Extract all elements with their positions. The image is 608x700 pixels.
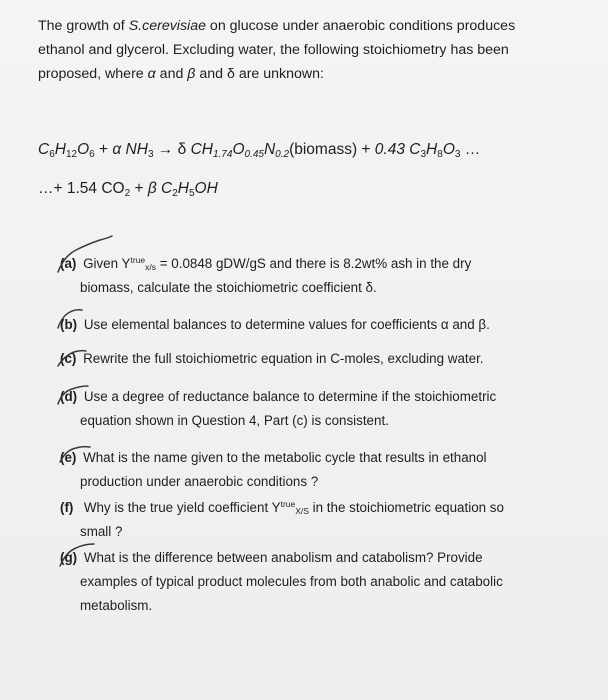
eq-subscript: 5 [188, 188, 195, 199]
eq-term: C [409, 141, 421, 158]
question-d [60, 385, 540, 433]
intro-text: and [195, 66, 227, 82]
eq-term: O [442, 141, 455, 158]
delta-symbol: δ [177, 141, 187, 158]
question-text: biomass, calculate the stoichiometric coefficient δ. [80, 280, 377, 295]
eq-term: C [38, 141, 50, 158]
question-text: What is the difference between anabolism and catabolism? Provide [80, 550, 483, 565]
eq-subscript: 3 [420, 149, 427, 160]
question-text: Use elemental balances to determine values for coefficients α and β. [80, 317, 490, 332]
question-text: Given Y [79, 256, 131, 271]
eq-term: NH [121, 141, 148, 158]
delta-symbol: δ [226, 66, 235, 82]
intro-text: are unknown: [234, 66, 324, 82]
question-text: production under anaerobic conditions ? [80, 474, 319, 489]
beta-symbol: β [187, 66, 196, 82]
alpha-symbol: α [112, 141, 122, 158]
question-text: What is the name given to the metabolic cycle that results in ethanol [79, 450, 487, 465]
eq-subscript: 12 [65, 149, 78, 160]
eq-subscript: 3 [147, 149, 154, 160]
yield-subscript: X/S [295, 506, 309, 516]
question-f [60, 496, 540, 544]
question-g [60, 546, 540, 618]
question-text: equation shown in Question 4, Part (c) is consistent. [80, 413, 389, 428]
yield-superscript: true [280, 499, 296, 509]
question-label: (f) [60, 500, 74, 515]
question-label: (d) [60, 389, 78, 404]
eq-subscript: 1.74 [212, 149, 233, 160]
question-b [60, 313, 540, 337]
question-text: = 0.0848 gDW/gS and there is 8.2wt% ash in the dry [156, 256, 472, 271]
eq-term: (biomass) + [289, 141, 375, 158]
intro-text: and [155, 66, 188, 82]
eq-term: C [156, 180, 173, 197]
eq-subscript: 2 [124, 188, 131, 199]
intro-text: The growth of [38, 18, 129, 34]
question-text: in the stoichiometric equation so [308, 500, 504, 515]
reaction-arrow: → [153, 141, 178, 158]
question-a [60, 252, 540, 300]
eq-operator: + [130, 180, 148, 197]
question-text: small ? [80, 524, 123, 539]
question-c [60, 347, 540, 371]
eq-subscript: 6 [49, 149, 55, 160]
question-text: Use a degree of reductance balance to determine if the stoichiometric [80, 389, 497, 404]
question-label: (b) [60, 317, 78, 332]
eq-subscript: 0.45 [244, 149, 264, 160]
yield-subscript: x/s [145, 262, 157, 272]
eq-term: OH [194, 180, 218, 197]
eq-term: N [263, 141, 276, 158]
eq-term: H [426, 141, 438, 158]
eq-term: H [54, 141, 66, 158]
question-text: Rewrite the full stoichiometric equation in C-moles, excluding water. [79, 351, 484, 366]
question-label: (c) [60, 351, 77, 366]
question-text: examples of typical product molecules from both anabolic and catabolic [80, 574, 503, 589]
eq-coefficient: 0.43 [374, 141, 410, 158]
eq-term: …+ 1.54 CO [38, 180, 125, 197]
question-label: (a) [60, 256, 77, 271]
beta-symbol: β [147, 180, 157, 197]
organism-name: S.cerevisiae [128, 18, 206, 34]
problem-intro [38, 14, 578, 86]
eq-subscript: 8 [437, 149, 443, 160]
yield-superscript: true [130, 255, 146, 265]
eq-ellipsis: … [460, 141, 481, 158]
eq-term: O [232, 141, 245, 158]
eq-operator: + [94, 141, 113, 158]
question-text: metabolism. [80, 598, 153, 613]
eq-term: O [77, 141, 90, 158]
eq-subscript: 3 [454, 149, 461, 160]
intro-text: proposed, where [38, 66, 148, 82]
alpha-symbol: α [147, 66, 156, 82]
question-label: (e) [60, 450, 77, 465]
intro-text: ethanol and glycerol. Excluding water, the following stoichiometry has been [38, 42, 509, 58]
eq-term: H [177, 180, 189, 197]
question-label: (g) [60, 550, 78, 565]
question-e [60, 446, 540, 494]
eq-subscript: 0.2 [275, 149, 290, 160]
question-text: Why is the true yield coefficient Y [76, 500, 281, 515]
eq-term: CH [186, 141, 213, 158]
intro-text: on glucose under anaerobic conditions produces [205, 18, 516, 34]
eq-subscript: 2 [172, 188, 178, 199]
equation-line-2 [38, 180, 218, 198]
eq-subscript: 6 [89, 149, 95, 160]
equation-line-1 [38, 141, 480, 159]
